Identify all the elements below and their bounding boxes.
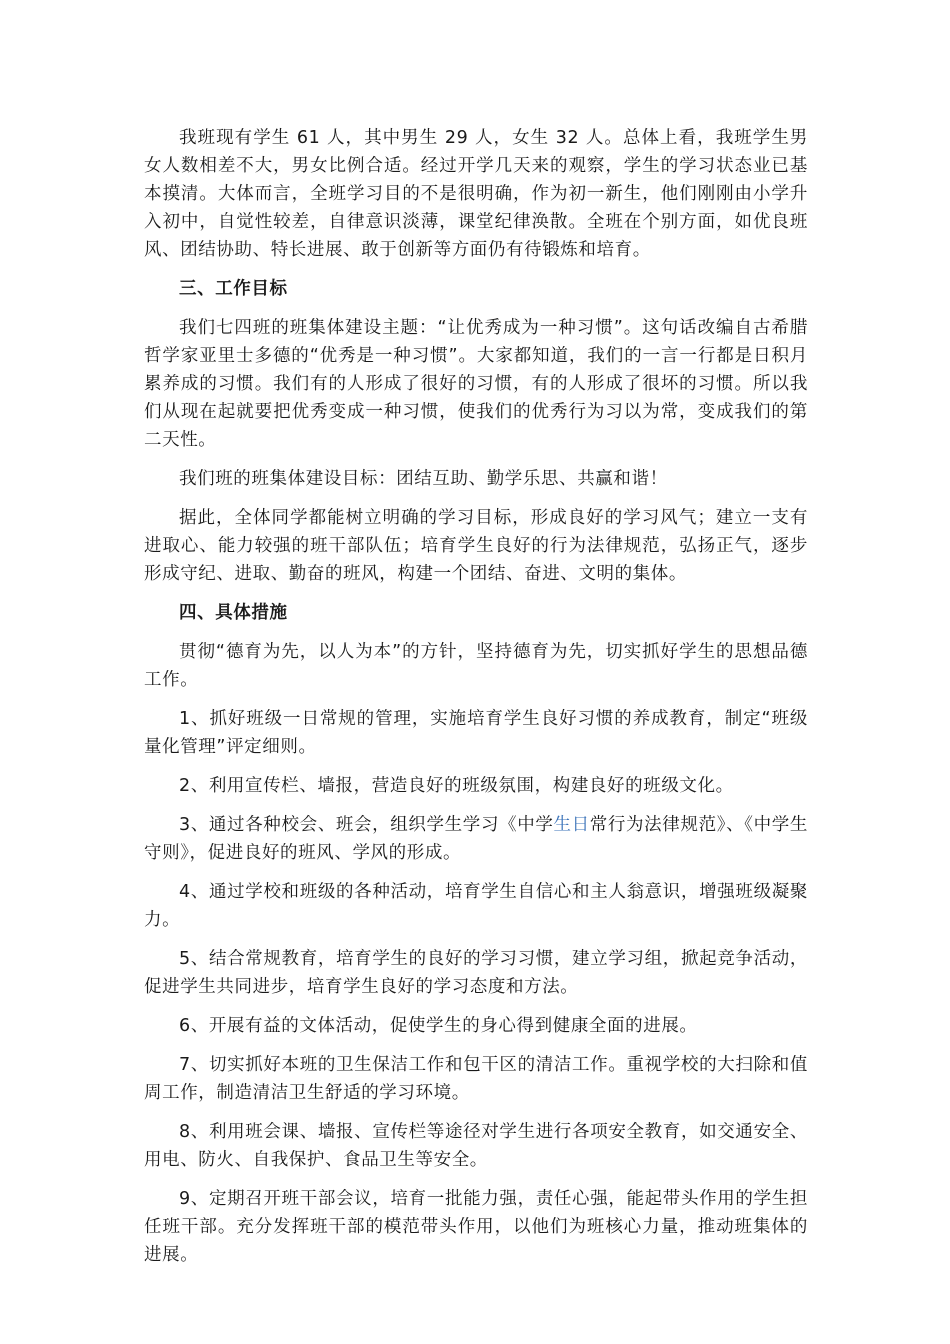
measure-item-3-text-a: 3、通过各种校会、班会，组织学生学习《中学 [179, 815, 554, 835]
measure-item-3-text-b: 常行为法律规范》、《中学生守则》，促进良好的班风、学风的形成。 [144, 815, 808, 863]
measure-item-9: 9、定期召开班干部会议，培育一批能力强，责任心强，能起带头作用的学生担任班干部。充分发挥班干部的模范带头作用，以他们为班核心力量，推动班集体的进展。 [144, 1189, 808, 1265]
section-heading-goals: 三、工作目标 [179, 279, 288, 299]
paragraph-theme: 我们七四班的班集体建设主题：“让优秀成为一种习惯”。这句话改编自古希腊哲学家亚里士多德的“优秀是一种习惯”。大家都知道，我们的一言一行都是日积月累养成的习惯。我们有的人形成了很好的习惯，有的人形成了很坏的习惯。所以我们从现在起就要把优秀变成一种习惯，使我们的优秀行为习以为常，变成我们的第二天性。 [144, 318, 808, 450]
measure-item-7: 7、切实抓好本班的卫生保洁工作和包干区的清洁工作。重视学校的大扫除和值周工作，制造清洁卫生舒适的学习环境。 [144, 1055, 808, 1103]
measure-item-8: 8、利用班会课、墙报、宣传栏等途径对学生进行各项安全教育，如交通安全、用电、防火、自我保护、食品卫生等安全。 [144, 1122, 808, 1170]
paragraph-goal: 我们班的班集体建设目标：团结互助、勤学乐思、共赢和谐！ [179, 469, 668, 489]
document-body [144, 124, 808, 1280]
paragraph-accordingly: 据此，全体同学都能树立明确的学习目标，形成良好的学习风气；建立一支有进取心、能力较强的班干部队伍；培育学生良好的行为法律规范，弘扬正气，逐步形成守纪、进取、勤奋的班风，构建一个团结、奋进、文明的集体。 [144, 508, 808, 584]
measure-item-1: 1、抓好班级一日常规的管理，实施培育学生良好习惯的养成教育，制定“班级量化管理”评定细则。 [144, 709, 808, 757]
paragraph-policy: 贯彻“德育为先，以人为本”的方针，坚持德育为先，切实抓好学生的思想品德工作。 [144, 642, 808, 690]
measure-item-4: 4、通过学校和班级的各种活动，培育学生自信心和主人翁意识，增强班级凝聚力。 [144, 882, 808, 930]
section-heading-measures: 四、具体措施 [179, 603, 288, 623]
measure-item-3 [144, 811, 808, 867]
inline-link[interactable]: 生日 [553, 815, 590, 835]
measure-item-5: 5、结合常规教育，培育学生的良好的学习习惯，建立学习组，掀起竞争活动，促进学生共同进步，培育学生良好的学习态度和方法。 [144, 949, 808, 997]
paragraph-class-status: 我班现有学生 61 人，其中男生 29 人，女生 32 人。总体上看，我班学生男女人数相差不大，男女比例合适。经过开学几天来的观察，学生的学习状态业已基本摸清。大体而言，全班学习目的不是很明确，作为初一新生，他们刚刚由小学升入初中，自觉性较差，自律意识淡薄，课堂纪律涣散。全班在个别方面，如优良班风、团结协助、特长进展、敢于创新等方面仍有待锻炼和培育。 [144, 128, 808, 260]
measure-item-6: 6、开展有益的文体活动，促使学生的身心得到健康全面的进展。 [179, 1016, 698, 1036]
measure-item-2: 2、利用宣传栏、墙报，营造良好的班级氛围，构建良好的班级文化。 [179, 776, 734, 796]
